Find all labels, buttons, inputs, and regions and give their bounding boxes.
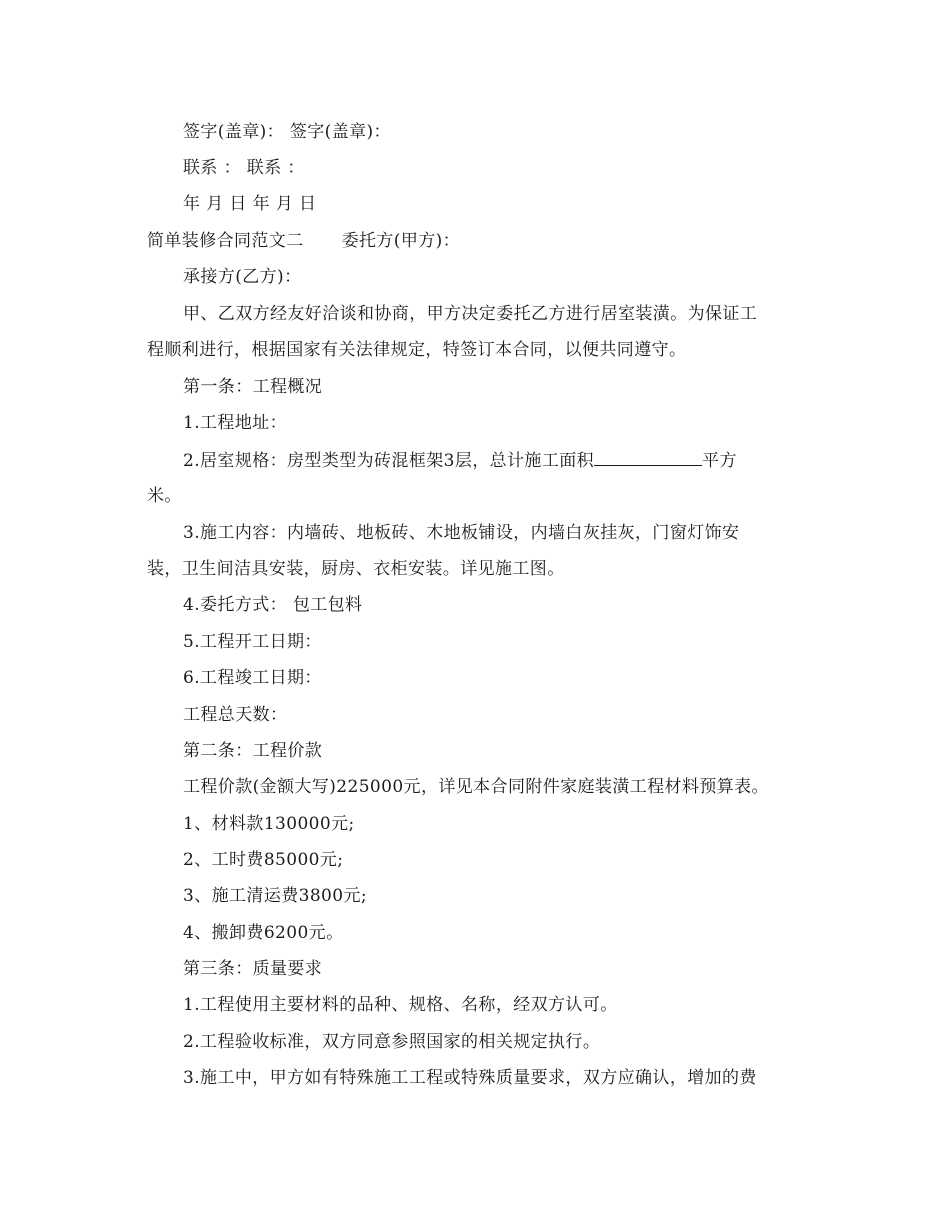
construction-content-line-2: 装，卫生间洁具安装，厨房、衣柜安装。详见施工图。 <box>147 559 565 579</box>
labor-fee: 2、工时费85000元; <box>183 850 344 870</box>
cleanup-fee: 3、施工清运费3800元; <box>183 886 368 906</box>
intro-paragraph-line-1: 甲、乙双方经友好洽谈和协商，甲方决定委托乙方进行居室装潢。为保证工 <box>183 304 758 324</box>
heading-line <box>147 230 807 252</box>
signature-line: 签字(盖章)： 签字(盖章)： <box>183 122 391 142</box>
handling-fee: 4、搬卸费6200元。 <box>183 923 344 943</box>
area-unit-continued: 米。 <box>147 486 182 506</box>
material-fee: 1、材料款130000元; <box>183 814 355 834</box>
room-spec-line <box>183 449 843 472</box>
contractor-label: 承接方(乙方)： <box>183 267 302 287</box>
project-address: 1.工程地址： <box>183 413 288 433</box>
area-blank-field <box>594 449 702 466</box>
contact-line: 联系 ： 联系 ： <box>183 158 305 178</box>
commission-method: 4.委托方式： 包工包料 <box>183 595 363 615</box>
quality-item-1: 1.工程使用主要材料的品种、规格、名称，经双方认可。 <box>183 995 618 1015</box>
article-2-title: 第二条：工程价款 <box>183 741 323 761</box>
intro-paragraph-line-2: 程顺利进行，根据国家有关法律规定，特签订本合同，以便共同遵守。 <box>147 340 687 360</box>
start-date: 5.工程开工日期： <box>183 632 322 652</box>
construction-content-line-1: 3.施工内容：内墙砖、地板砖、木地板铺设，内墙白灰挂灰，门窗灯饰安 <box>183 523 740 543</box>
date-line: 年 月 日 年 月 日 <box>183 194 317 214</box>
client-label: 委托方(甲方)： <box>341 231 461 251</box>
room-spec-text: 2.居室规格：房型类型为砖混框架3层，总计施工面积 <box>183 451 595 471</box>
area-unit: 平方 <box>702 451 737 471</box>
article-1-title: 第一条：工程概况 <box>183 377 323 397</box>
project-price: 工程价款(金额大写)225000元，详见本合同附件家庭装潢工程材料预算表。 <box>183 777 769 797</box>
quality-item-3: 3.施工中，甲方如有特殊施工工程或特殊质量要求，双方应确认，增加的费 <box>183 1068 757 1088</box>
document-title: 简单装修合同范文二 <box>147 231 304 251</box>
completion-date: 6.工程竣工日期： <box>183 668 322 688</box>
article-3-title: 第三条：质量要求 <box>183 959 323 979</box>
quality-item-2: 2.工程验收标准，双方同意参照国家的相关规定执行。 <box>183 1032 601 1052</box>
total-days: 工程总天数： <box>183 705 288 725</box>
